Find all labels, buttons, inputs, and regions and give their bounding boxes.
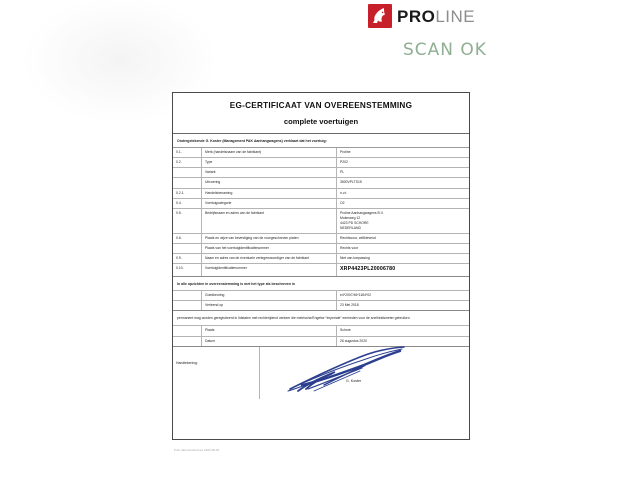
address-line: Proline Aanhangwagens B.V. <box>340 210 384 215</box>
row-number <box>173 291 202 301</box>
row-label: Verleend op <box>202 300 337 310</box>
table-row <box>173 178 469 188</box>
row-label: Bedrijfsnaam en adres van de fabrikant <box>202 208 337 233</box>
page-subtitle: complete voertuigen <box>283 117 359 126</box>
place-date-table <box>173 326 469 345</box>
row-number <box>173 178 202 188</box>
row-label: Goedkeuring <box>202 291 337 301</box>
table-row <box>173 168 469 178</box>
manufacturer-address <box>337 208 470 233</box>
address-line: 4423 PD SCHORE <box>340 220 369 225</box>
row-value: Rechtsvoor, zelfklevend <box>337 233 470 243</box>
row-number <box>173 326 202 336</box>
print-footer: Print datum/reference 2020-08-26 <box>174 449 220 452</box>
row-number: 0.6. <box>173 233 202 243</box>
vehicle-details-table <box>173 148 469 276</box>
page-title: EG-CERTIFICAAT VAN OVEREENSTEMMING <box>229 101 413 110</box>
row-number <box>173 300 202 310</box>
logo-wordmark <box>397 8 475 25</box>
row-value: 26 augustus 2020 <box>340 338 367 343</box>
row-label: Voertuigidentificatienummer <box>202 264 337 276</box>
row-value: e4*2007/46*1184*02 <box>337 291 470 301</box>
row-value: P202 <box>337 158 470 168</box>
row-label: Voertuigcategorie <box>202 198 337 208</box>
proline-logo <box>368 4 475 28</box>
row-number <box>173 168 202 178</box>
address-line: NEDERLAND <box>340 225 361 230</box>
row-label: Variant <box>202 168 337 178</box>
signer-name: G. Koster <box>346 378 362 383</box>
table-row <box>173 158 469 168</box>
row-label: Uitvoering <box>202 178 337 188</box>
row-number: 0.10. <box>173 264 202 276</box>
row-number: 0.5. <box>173 208 202 233</box>
conformity-statement: In alle opzichten in overeenstemming is met het type als beschreven in <box>173 276 469 291</box>
manufacturer-row <box>173 208 469 233</box>
table-row <box>173 198 469 208</box>
row-value: n.v.t. <box>337 188 470 198</box>
row-value: Proline <box>337 148 470 158</box>
row-value: Schore <box>337 326 470 336</box>
logo-line-text: LINE <box>435 6 476 26</box>
scan-ok-stamp: SCAN OK <box>403 40 487 60</box>
table-row <box>173 326 469 336</box>
row-number: 0.4. <box>173 198 202 208</box>
row-label: Plaats en wijze van bevestiging van de voorgeschreven platen <box>202 233 337 243</box>
row-label: Type <box>202 158 337 168</box>
row-number: 0.9. <box>173 253 202 263</box>
horse-head-icon <box>368 4 392 28</box>
row-number <box>173 243 202 253</box>
table-row <box>173 253 469 263</box>
table-row <box>173 243 469 253</box>
table-row <box>173 300 469 310</box>
row-value: 23 Mei 2018 <box>340 302 359 307</box>
row-label: Handelsbenaming <box>202 188 337 198</box>
declaration-text: Ondergetekende G. Koster (Management PAK Aanhangwagens) verklaart dat het voertuig: <box>173 134 469 148</box>
vin-row <box>173 264 469 276</box>
row-number: 0.2. <box>173 158 202 168</box>
registration-note: permanent mag worden geregistreerd in lidstaten met rechterijdend verkeer die metrische/Engelse “imperiale” eenheden voor de snelheidsmeter gebruiken <box>173 310 469 326</box>
row-number <box>173 336 202 346</box>
table-row <box>173 291 469 301</box>
approval-table <box>173 291 469 310</box>
signature-block <box>173 346 469 399</box>
table-row <box>173 148 469 158</box>
certificate-document <box>172 92 470 440</box>
row-number: 0.2.1. <box>173 188 202 198</box>
row-label: Plaats <box>202 326 337 336</box>
table-row <box>173 188 469 198</box>
logo-pro-text: PRO <box>397 6 436 26</box>
vin-value: XRP4423PL20006780 <box>340 266 396 273</box>
address-line: Molenweg 12 <box>340 215 361 220</box>
document-title-block <box>173 93 469 134</box>
row-label: Naam en adres van de eventuele vertegenwoordiger van de fabrikant <box>202 253 337 263</box>
row-value: O2 <box>337 198 470 208</box>
row-value: PL <box>337 168 470 178</box>
row-label: Merk (handelsnaam van de fabrikant) <box>202 148 337 158</box>
table-row <box>173 233 469 243</box>
signature-label: Handtekening: <box>173 347 260 399</box>
row-value: Rechts voor <box>337 243 470 253</box>
row-number: 0.1. <box>173 148 202 158</box>
handwritten-signature-icon <box>280 345 430 393</box>
signature-area <box>260 347 469 399</box>
row-value: Niet van toepassing <box>337 253 470 263</box>
row-label: Datum <box>202 336 337 346</box>
row-value: 3500VPLTS15 <box>337 178 470 188</box>
row-label: Plaats van het voertuigidentificatienummer <box>202 243 337 253</box>
